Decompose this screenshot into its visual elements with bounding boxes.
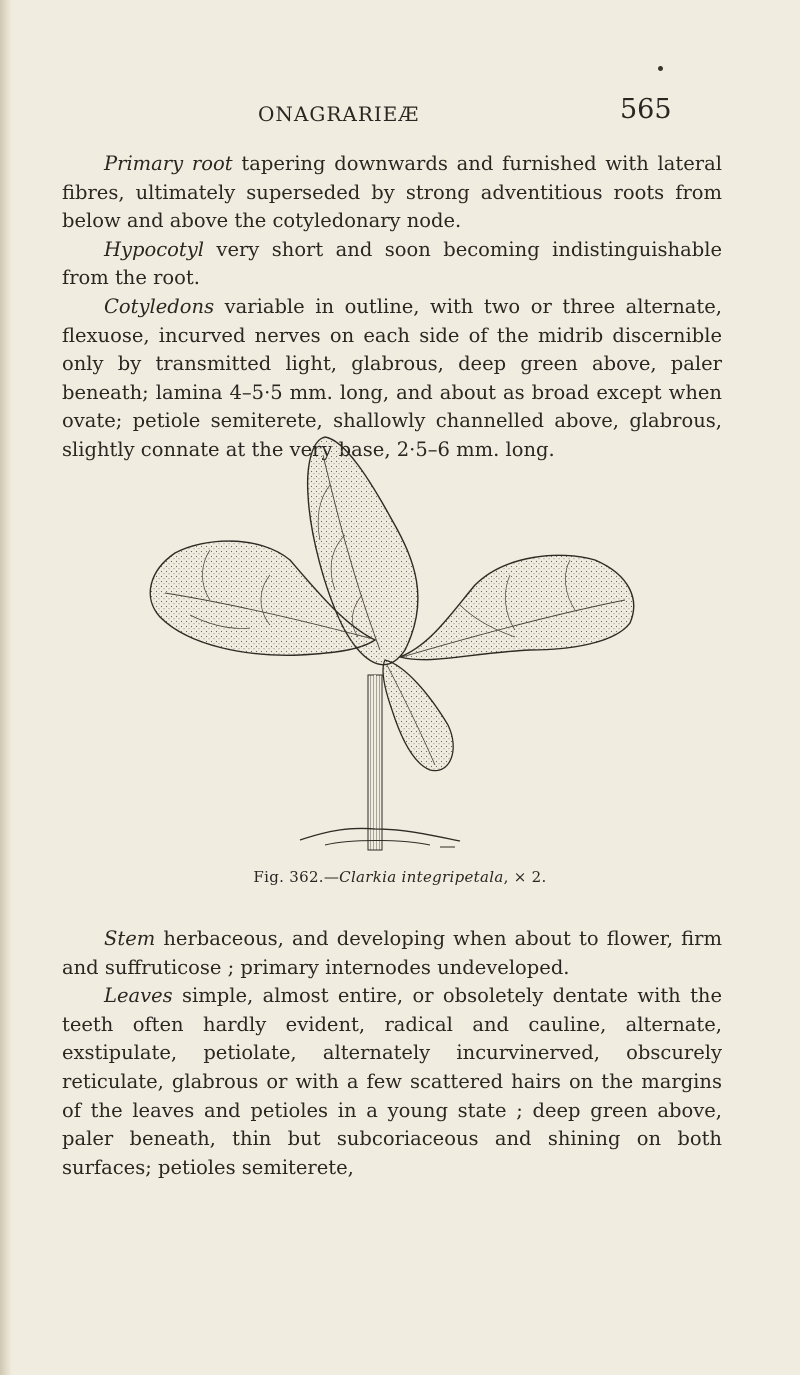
term-stem: Stem [104,927,156,950]
figure-caption [0,868,800,886]
paragraph-stem [62,925,722,982]
running-head: ONAGRARIEÆ [258,102,420,126]
hypocotyl-stem [368,675,382,850]
bottom-text-block [62,925,722,1182]
page-header [0,94,800,134]
right-cotyledon [400,555,634,659]
seedling-illustration [130,425,730,855]
text-hypocotyl: very short and soon becoming indistinguishable from the root. [62,237,722,290]
caption-species: Clarkia integripetala [339,868,504,886]
paragraph-hypocotyl [62,236,722,293]
page-binding-edge [0,0,12,1375]
text-primary-root: tapering downwards and furnished with lateral fibres, ultimately superseded by strong adventitious roots from below and above the cotyledonary node. [62,152,722,233]
caption-prefix: Fig. 362.— [253,868,340,886]
text-leaves: simple, almost entire, or obsoletely dentate with the teeth often hardly evident, radical and cauline, alternate, exstipulate, petiolate, alternately incurvinerved, obscurely reticulate, glabrous or with a few scattered hairs on the margins of the leaves and petioles in a young state ; deep green above, paler beneath, thin but subcoriaceous and shining on both surfaces; petioles semiterete, [62,984,722,1179]
term-leaves: Leaves [104,984,173,1008]
top-text-block [62,150,722,465]
text-cotyledons: variable in outline, with two or three alternate, flexuose, incurved nerves on each side of the midrib discernible only by transmitted light, glabrous, deep green above, paler beneath; lamina 4–5·5 mm. long, and about as broad except when ovate; petiole semiterete, shallowly channelled above, glabrous, slightly connate at the very base, 2·5–6 mm. long. [62,294,722,461]
term-primary-root: Primary root [104,152,233,175]
page-number: 565 [620,94,672,125]
term-cotyledons: Cotyledons [104,294,215,318]
paragraph-leaves [62,982,722,1182]
seedling-drawing [130,425,730,855]
text-stem: herbaceous, and developing when about to flower, firm and suffruticose ; primary internodes undeveloped. [62,927,722,979]
lower-leaf [383,660,453,771]
paragraph-primary-root [62,150,722,236]
term-hypocotyl: Hypocotyl [104,237,204,261]
caption-suffix: , × 2. [503,868,547,886]
ink-speck [658,66,663,71]
